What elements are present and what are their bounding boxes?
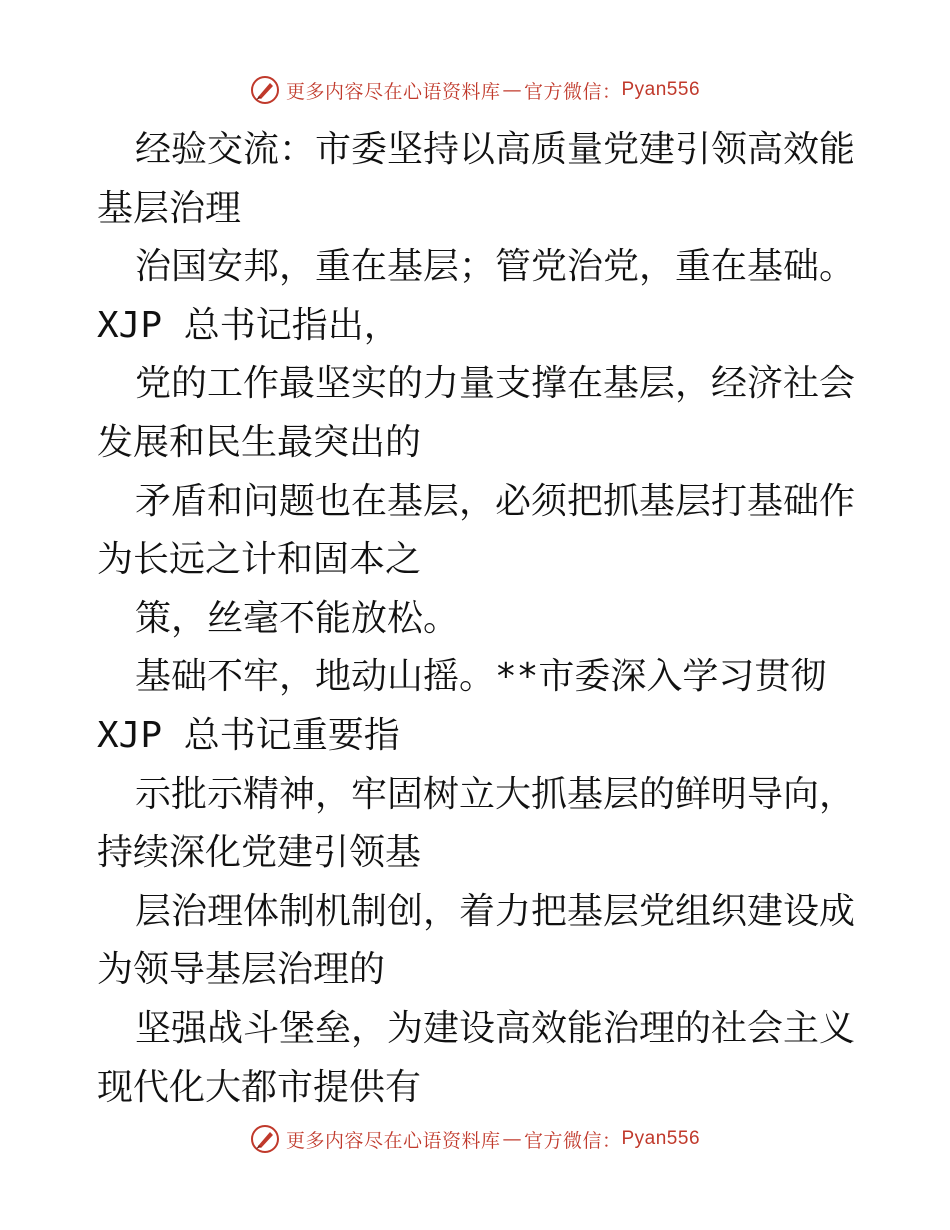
watermark-handle: Pyan556 xyxy=(621,79,701,100)
paragraph: 坚强战斗堡垒，为建设高效能治理的社会主义现代化大都市提供有 xyxy=(97,1007,856,1108)
paragraph: 基础不牢，地动山摇。**市委深入学习贯彻 XJP 总书记重要指 xyxy=(97,656,827,756)
paragraph: 示批示精神，牢固树立大抓基层的鲜明导向，持续深化党建引领基 xyxy=(97,773,856,874)
paragraph-title: 经验交流：市委坚持以高质量党建引领高效能基层治理 xyxy=(97,129,856,229)
watermark-handle: Pyan556 xyxy=(621,1128,701,1149)
paragraph: 层治理体制机制创，着力把基层党组织建设成为领导基层治理的 xyxy=(97,890,856,991)
pen-logo-icon xyxy=(250,1124,280,1154)
watermark-official-label: 官方微信： xyxy=(523,1129,622,1152)
paragraph: 策，丝毫不能放松。 xyxy=(135,597,460,639)
paragraph: 党的工作最坚实的力量支撑在基层，经济社会发展和民生最突出的 xyxy=(97,363,856,463)
document-body xyxy=(97,121,857,1117)
watermark-separator: — xyxy=(502,1128,522,1150)
paragraph: 矛盾和问题也在基层，必须把抓基层打基础作为长远之计和固本之 xyxy=(97,480,856,581)
paragraph: 治国安邦，重在基层；管党治党，重在基础。XJP 总书记指出， xyxy=(97,246,856,346)
pen-logo-icon xyxy=(250,75,280,105)
footer-watermark xyxy=(0,1119,950,1159)
watermark-text: 更多内容尽在心语资料库 xyxy=(285,1129,501,1152)
watermark-text: 更多内容尽在心语资料库 xyxy=(285,80,501,103)
watermark-separator: — xyxy=(502,79,522,101)
watermark-official-label: 官方微信： xyxy=(523,80,622,103)
header-watermark xyxy=(0,70,950,110)
